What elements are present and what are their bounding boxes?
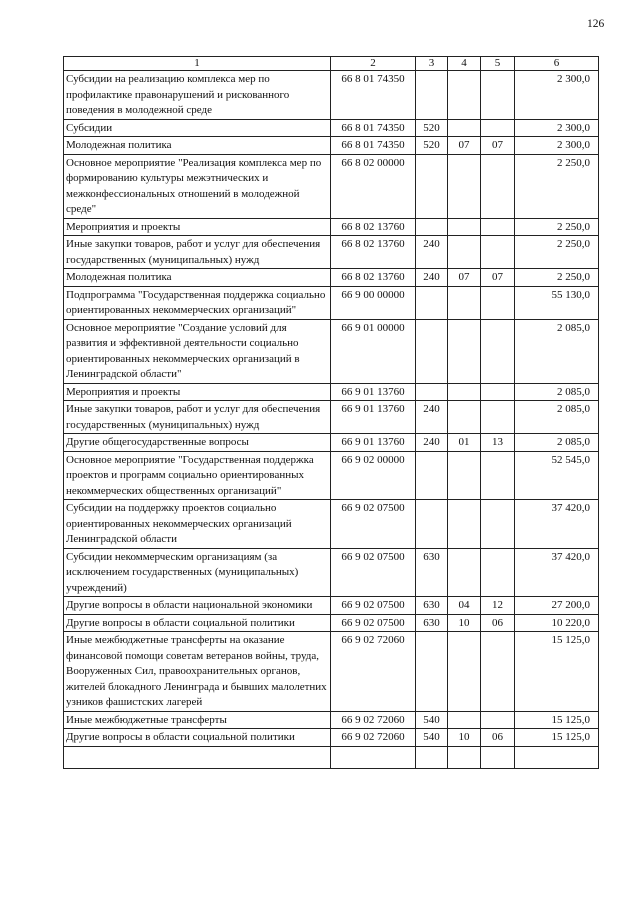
subsection-cell: [481, 383, 515, 401]
empty-cell: [481, 746, 515, 768]
amount-cell: 37 420,0: [515, 500, 599, 549]
target-code-cell: 66 8 02 13760: [331, 218, 416, 236]
expense-type-cell: 630: [416, 614, 448, 632]
amount-cell: 2 300,0: [515, 119, 599, 137]
table-body: [64, 71, 599, 769]
column-header: 3: [416, 57, 448, 71]
expense-type-cell: 540: [416, 729, 448, 747]
expense-type-cell: 240: [416, 269, 448, 287]
amount-cell: 2 250,0: [515, 218, 599, 236]
target-code-cell: 66 9 02 07500: [331, 500, 416, 549]
table-row: [64, 154, 599, 218]
expense-type-cell: 240: [416, 434, 448, 452]
expense-type-cell: 520: [416, 137, 448, 155]
target-code-cell: 66 9 01 00000: [331, 319, 416, 383]
subsection-cell: [481, 632, 515, 712]
subsection-cell: [481, 119, 515, 137]
expense-name-cell: Мероприятия и проекты: [64, 218, 331, 236]
subsection-cell: [481, 218, 515, 236]
table-row: [64, 71, 599, 120]
section-cell: 07: [448, 137, 481, 155]
table-row: [64, 434, 599, 452]
section-cell: [448, 711, 481, 729]
expense-type-cell: 240: [416, 236, 448, 269]
section-cell: [448, 286, 481, 319]
expense-name-cell: Субсидии на поддержку проектов социально ориентированных некоммерческих организаций Ленинградской области: [64, 500, 331, 549]
expense-name-cell: Основное мероприятие "Создание условий для развития и эффективной деятельности социально ориентированных некоммерческих организаций в Ленинградской области": [64, 319, 331, 383]
section-cell: [448, 119, 481, 137]
subsection-cell: 06: [481, 729, 515, 747]
subsection-cell: [481, 286, 515, 319]
subsection-cell: [481, 451, 515, 500]
subsection-cell: [481, 548, 515, 597]
expense-name-cell: Мероприятия и проекты: [64, 383, 331, 401]
expense-name-cell: Другие вопросы в области социальной политики: [64, 614, 331, 632]
table-row: [64, 218, 599, 236]
section-cell: [448, 236, 481, 269]
expense-name-cell: Другие общегосударственные вопросы: [64, 434, 331, 452]
section-cell: [448, 218, 481, 236]
expense-type-cell: [416, 500, 448, 549]
target-code-cell: 66 8 02 00000: [331, 154, 416, 218]
column-header: 6: [515, 57, 599, 71]
section-cell: [448, 548, 481, 597]
table-row: [64, 632, 599, 712]
expense-name-cell: Иные закупки товаров, работ и услуг для обеспечения государственных (муниципальных) нужд: [64, 236, 331, 269]
expense-name-cell: Основное мероприятие "Государственная поддержка проектов и программ социально ориентированных некоммерческих общественных организаций": [64, 451, 331, 500]
subsection-cell: [481, 236, 515, 269]
expense-type-cell: [416, 154, 448, 218]
subsection-cell: [481, 319, 515, 383]
table-row: [64, 711, 599, 729]
table-row: [64, 236, 599, 269]
subsection-cell: 07: [481, 269, 515, 287]
section-cell: [448, 632, 481, 712]
expense-type-cell: [416, 383, 448, 401]
table-row: [64, 119, 599, 137]
expense-name-cell: Другие вопросы в области социальной политики: [64, 729, 331, 747]
expense-name-cell: Субсидии на реализацию комплекса мер по профилактике правонарушений и рискованного поведения в молодежной среде: [64, 71, 331, 120]
section-cell: 07: [448, 269, 481, 287]
expense-name-cell: Субсидии некоммерческим организациям (за исключением государственных (муниципальных) учреждений): [64, 548, 331, 597]
empty-cell: [331, 746, 416, 768]
column-header: 2: [331, 57, 416, 71]
empty-cell: [448, 746, 481, 768]
amount-cell: 15 125,0: [515, 632, 599, 712]
target-code-cell: 66 8 02 13760: [331, 236, 416, 269]
amount-cell: 55 130,0: [515, 286, 599, 319]
subsection-cell: [481, 500, 515, 549]
column-header: 5: [481, 57, 515, 71]
target-code-cell: 66 9 02 07500: [331, 614, 416, 632]
amount-cell: 2 250,0: [515, 269, 599, 287]
expense-name-cell: Молодежная политика: [64, 269, 331, 287]
section-cell: [448, 500, 481, 549]
table-row: [64, 383, 599, 401]
expense-name-cell: Иные закупки товаров, работ и услуг для обеспечения государственных (муниципальных) нужд: [64, 401, 331, 434]
amount-cell: 2 250,0: [515, 154, 599, 218]
table-row: [64, 269, 599, 287]
target-code-cell: 66 9 01 13760: [331, 434, 416, 452]
expense-type-cell: 630: [416, 548, 448, 597]
column-header: 4: [448, 57, 481, 71]
amount-cell: 2 085,0: [515, 401, 599, 434]
target-code-cell: 66 9 02 07500: [331, 597, 416, 615]
target-code-cell: 66 9 02 72060: [331, 711, 416, 729]
section-cell: [448, 383, 481, 401]
amount-cell: 10 220,0: [515, 614, 599, 632]
target-code-cell: 66 9 02 72060: [331, 729, 416, 747]
section-cell: 04: [448, 597, 481, 615]
empty-row: [64, 746, 599, 768]
target-code-cell: 66 8 02 13760: [331, 269, 416, 287]
amount-cell: 2 250,0: [515, 236, 599, 269]
subsection-cell: [481, 401, 515, 434]
target-code-cell: 66 9 01 13760: [331, 401, 416, 434]
section-cell: [448, 154, 481, 218]
section-cell: [448, 451, 481, 500]
amount-cell: 2 300,0: [515, 137, 599, 155]
subsection-cell: [481, 71, 515, 120]
subsection-cell: 07: [481, 137, 515, 155]
expense-type-cell: [416, 632, 448, 712]
table-row: [64, 451, 599, 500]
expense-type-cell: 540: [416, 711, 448, 729]
target-code-cell: 66 9 02 00000: [331, 451, 416, 500]
table-row: [64, 500, 599, 549]
section-cell: [448, 319, 481, 383]
subsection-cell: 06: [481, 614, 515, 632]
expense-name-cell: Иные межбюджетные трансферты: [64, 711, 331, 729]
expense-type-cell: [416, 218, 448, 236]
expense-name-cell: Субсидии: [64, 119, 331, 137]
target-code-cell: 66 9 01 13760: [331, 383, 416, 401]
target-code-cell: 66 8 01 74350: [331, 137, 416, 155]
expense-type-cell: [416, 451, 448, 500]
expense-name-cell: Другие вопросы в области национальной экономики: [64, 597, 331, 615]
expense-type-cell: 630: [416, 597, 448, 615]
amount-cell: 2 085,0: [515, 383, 599, 401]
expense-type-cell: [416, 319, 448, 383]
table-row: [64, 548, 599, 597]
target-code-cell: 66 9 02 72060: [331, 632, 416, 712]
expense-name-cell: Иные межбюджетные трансферты на оказание финансовой помощи советам ветеранов войны, труда, Вооруженных Сил, правоохранительных органов, жителей блокадного Ленинграда и бывших малолетних узников фашистских лагерей: [64, 632, 331, 712]
target-code-cell: 66 8 01 74350: [331, 119, 416, 137]
column-number-row: [64, 57, 599, 71]
table-row: [64, 286, 599, 319]
target-code-cell: 66 9 02 07500: [331, 548, 416, 597]
page-number: 126: [587, 18, 605, 30]
amount-cell: 2 300,0: [515, 71, 599, 120]
expense-type-cell: 240: [416, 401, 448, 434]
budget-table: [63, 56, 599, 769]
target-code-cell: 66 9 00 00000: [331, 286, 416, 319]
empty-cell: [64, 746, 331, 768]
target-code-cell: 66 8 01 74350: [331, 71, 416, 120]
section-cell: 01: [448, 434, 481, 452]
subsection-cell: [481, 711, 515, 729]
expense-type-cell: [416, 286, 448, 319]
amount-cell: 37 420,0: [515, 548, 599, 597]
table-row: [64, 137, 599, 155]
table-row: [64, 614, 599, 632]
empty-cell: [416, 746, 448, 768]
amount-cell: 2 085,0: [515, 319, 599, 383]
expense-name-cell: Подпрограмма "Государственная поддержка социально ориентированных некоммерческих организаций": [64, 286, 331, 319]
expense-name-cell: Молодежная политика: [64, 137, 331, 155]
subsection-cell: [481, 154, 515, 218]
table-row: [64, 401, 599, 434]
table-row: [64, 319, 599, 383]
expense-type-cell: 520: [416, 119, 448, 137]
column-header: 1: [64, 57, 331, 71]
subsection-cell: 13: [481, 434, 515, 452]
amount-cell: 15 125,0: [515, 711, 599, 729]
empty-cell: [515, 746, 599, 768]
expense-name-cell: Основное мероприятие "Реализация комплекса мер по формированию культуры межэтнических и межконфессиональных отношений в молодежной среде": [64, 154, 331, 218]
amount-cell: 27 200,0: [515, 597, 599, 615]
amount-cell: 52 545,0: [515, 451, 599, 500]
section-cell: 10: [448, 729, 481, 747]
table-row: [64, 729, 599, 747]
subsection-cell: 12: [481, 597, 515, 615]
section-cell: [448, 401, 481, 434]
expense-type-cell: [416, 71, 448, 120]
amount-cell: 2 085,0: [515, 434, 599, 452]
table-row: [64, 597, 599, 615]
amount-cell: 15 125,0: [515, 729, 599, 747]
section-cell: [448, 71, 481, 120]
section-cell: 10: [448, 614, 481, 632]
